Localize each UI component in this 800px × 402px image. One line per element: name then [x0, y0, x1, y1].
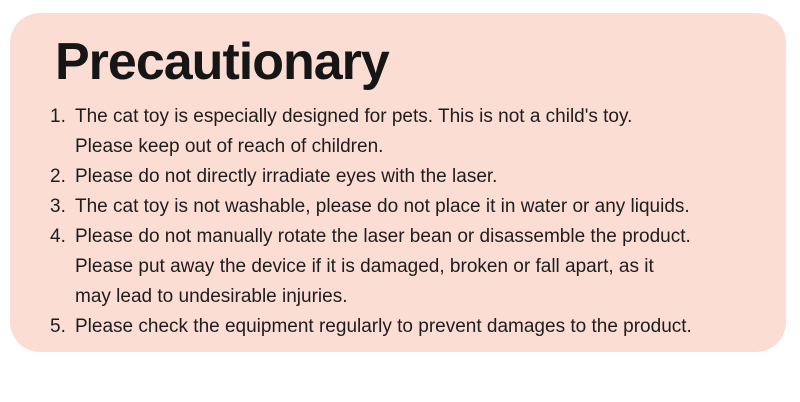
- item-text: [75, 192, 758, 222]
- item-number: 2.: [50, 166, 66, 187]
- list-item: [50, 192, 758, 222]
- precaution-list: [50, 102, 758, 342]
- item-line: Please check the equipment regularly to prevent damages to the product.: [75, 316, 692, 337]
- page-title: Precautionary: [55, 33, 389, 91]
- item-number: 1.: [50, 106, 66, 127]
- item-number: 5.: [50, 316, 66, 337]
- item-line: Please keep out of reach of children.: [75, 136, 384, 157]
- item-line: Please put away the device if it is damaged, broken or fall apart, as it: [75, 256, 654, 277]
- list-item: [50, 222, 758, 312]
- item-line: Please do not directly irradiate eyes with the laser.: [75, 166, 498, 187]
- item-number: 4.: [50, 226, 66, 247]
- item-text: [75, 312, 758, 342]
- list-item: [50, 162, 758, 192]
- item-line: The cat toy is not washable, please do not place it in water or any liquids.: [75, 196, 690, 217]
- list-item: [50, 312, 758, 342]
- item-text: [75, 222, 758, 312]
- item-number: 3.: [50, 196, 66, 217]
- item-line: Please do not manually rotate the laser bean or disassemble the product.: [75, 226, 691, 247]
- item-text: [75, 102, 758, 162]
- item-line: The cat toy is especially designed for pets. This is not a child's toy.: [75, 106, 633, 127]
- item-text: [75, 162, 758, 192]
- list-item: [50, 102, 758, 162]
- precaution-card: [10, 13, 786, 352]
- item-line: may lead to undesirable injuries.: [75, 286, 348, 307]
